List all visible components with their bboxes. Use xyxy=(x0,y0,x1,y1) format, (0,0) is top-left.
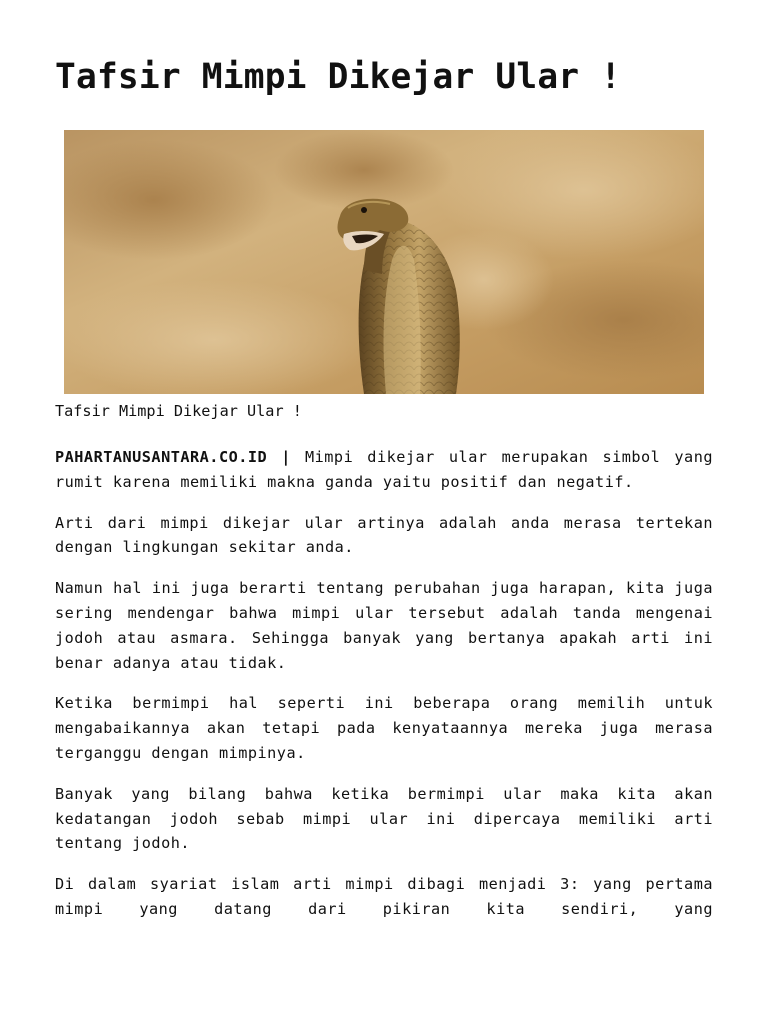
image-caption: Tafsir Mimpi Dikejar Ular ! xyxy=(55,402,302,420)
paragraph-3: Namun hal ini juga berarti tentang perubahan juga harapan, kita juga sering mendengar bahwa mimpi ular tersebut adalah tanda mengenai jodoh atau asmara. Sehingga banyak yang bertanya apakah arti ini benar adanya atau tidak. xyxy=(55,579,713,672)
source-label: PAHARTANUSANTARA.CO.ID | xyxy=(55,448,291,466)
paragraph-2: Arti dari mimpi dikejar ular artinya adalah anda merasa tertekan dengan lingkungan sekitar anda. xyxy=(55,513,713,557)
cobra-photo xyxy=(64,130,704,394)
article xyxy=(55,0,713,922)
paragraph-5: Banyak yang bilang bahwa ketika bermimpi ular maka kita akan kedatangan jodoh sebab mimpi ular ini dipercaya memiliki arti tentang jodoh. xyxy=(55,784,713,853)
paragraph-1 xyxy=(55,445,713,495)
paragraph-4: Ketika bermimpi hal seperti ini beberapa orang memilih untuk mengabaikannya akan tetapi pada kenyataannya mereka juga merasa terganggu dengan mimpinya. xyxy=(55,694,713,762)
paragraph-6: Di dalam syariat islam arti mimpi dibagi menjadi 3: yang pertama mimpi yang datang dari pikiran kita sendiri, yang xyxy=(55,875,713,918)
paragraph-1-text: Mimpi dikejar ular merupakan simbol yang rumit karena memiliki makna ganda yaitu positif dan negatif. xyxy=(55,448,713,491)
article-title: Tafsir Mimpi Dikejar Ular ! xyxy=(55,57,622,97)
